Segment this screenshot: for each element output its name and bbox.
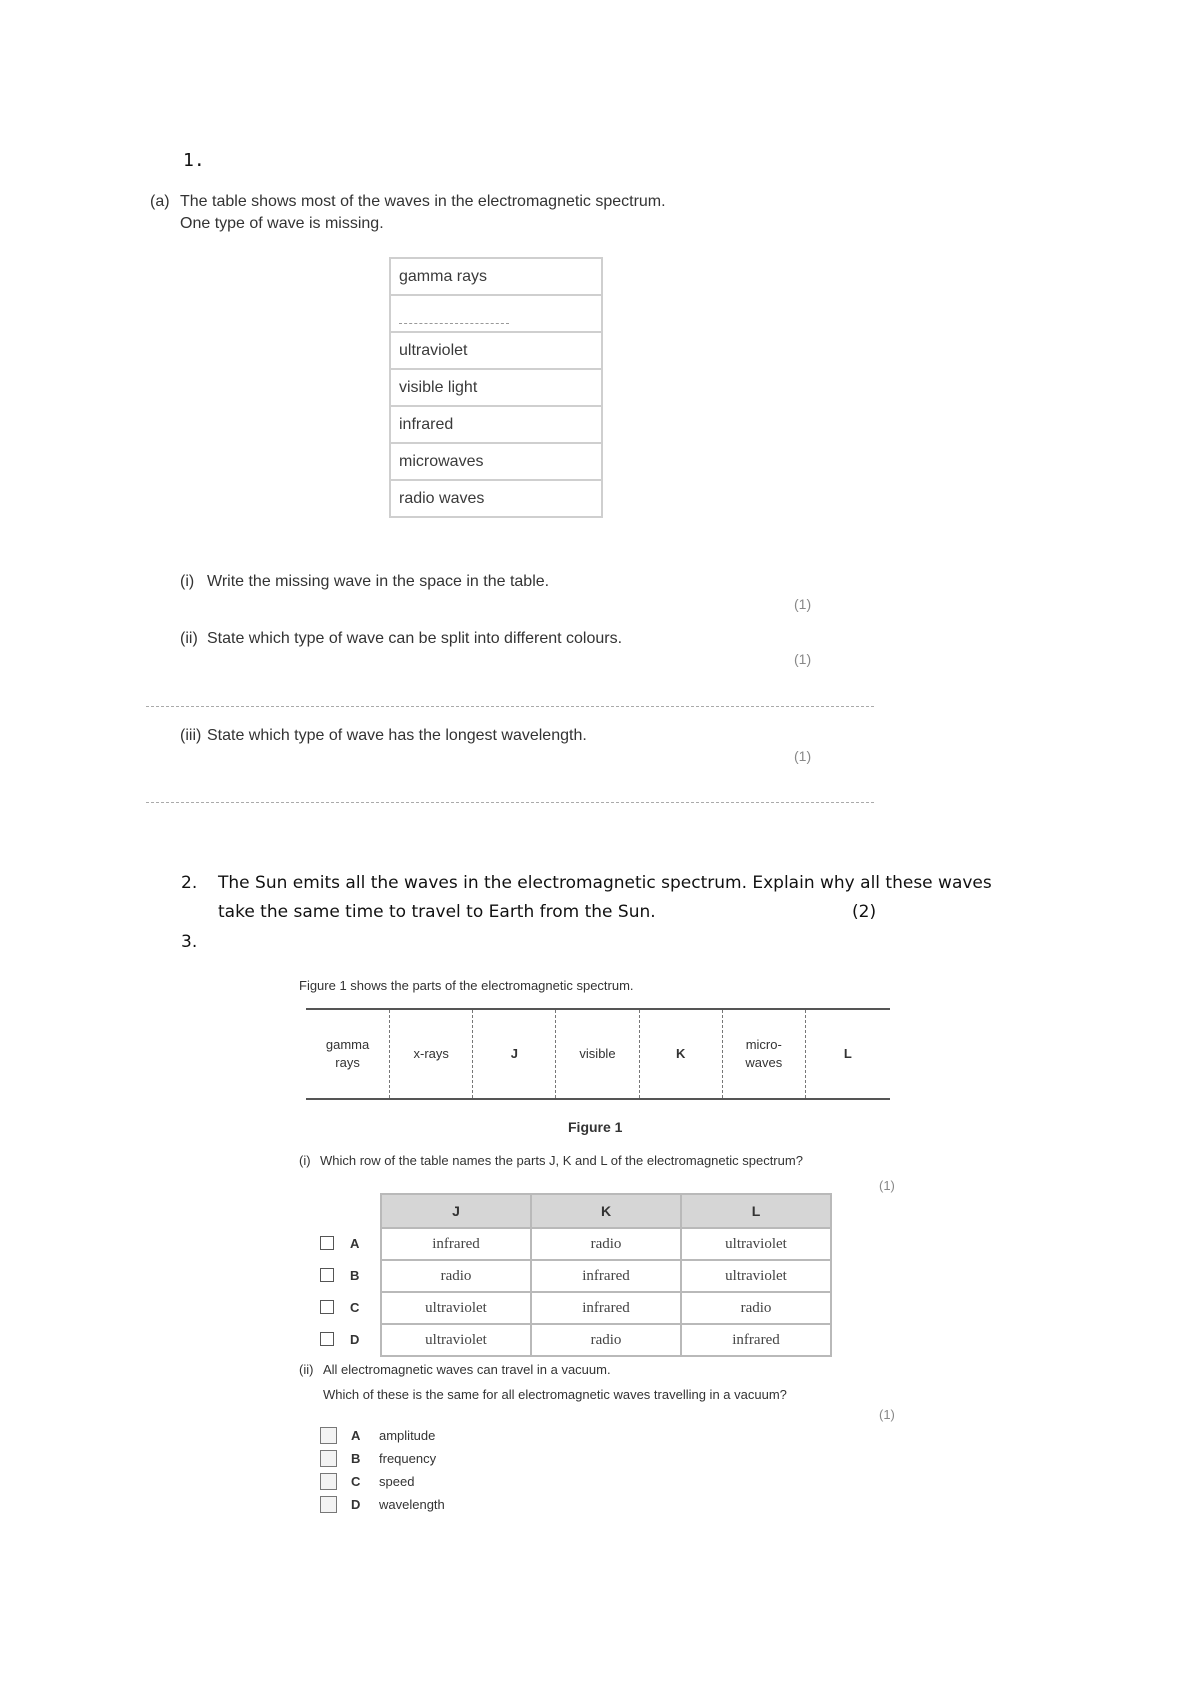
spectrum-cell-l: L [805,1010,890,1098]
spectrum-cell-visible: visible [555,1010,638,1098]
option-text: speed [379,1474,415,1489]
checkbox-icon[interactable] [320,1473,337,1490]
q3-sub-ii-line-2: Which of these is the same for all electromagnetic waves travelling in a vacuum? [323,1387,787,1402]
option-letter: B [350,1267,360,1283]
table-cell-visible-light: visible light [390,369,602,406]
option-d-wavelength[interactable] [320,1493,445,1516]
checkbox-icon[interactable] [320,1427,337,1444]
q1-sub-ii-marks: (1) [794,651,812,667]
q2-marks: (2) [852,902,877,922]
table-cell: ultraviolet [381,1324,531,1356]
header-l: L [681,1194,831,1228]
option-row-b[interactable] [320,1259,370,1291]
q1-sub-ii-label: (ii) [180,630,198,647]
table-row [381,1292,831,1324]
figure-intro: Figure 1 shows the parts of the electromagnetic spectrum. [299,978,634,993]
vacuum-options-list [320,1424,445,1516]
question-2-number: 2. [181,873,198,893]
table-cell-infrared: infrared [390,406,602,443]
checkbox-icon[interactable] [320,1450,337,1467]
option-a-amplitude[interactable] [320,1424,445,1447]
table-cell: radio [681,1292,831,1324]
q1-sub-i-label: (i) [180,573,195,590]
question-3-number: 3. [181,932,198,952]
q1-intro-line-1: The table shows most of the waves in the electromagnetic spectrum. [180,193,666,210]
checkbox-icon[interactable] [320,1268,334,1282]
figure-caption: Figure 1 [568,1119,623,1135]
question-1-number: 1. [183,150,205,171]
option-letter: C [351,1474,361,1489]
table-cell-microwaves: microwaves [390,443,602,480]
q1-sub-i-marks: (1) [794,596,812,612]
option-text: frequency [379,1451,437,1466]
em-spectrum-table [389,257,603,518]
q1-sub-iii-label: (iii) [180,727,202,744]
option-text: wavelength [379,1497,445,1512]
option-letter: D [350,1331,360,1347]
q1-sub-iii-text: State which type of wave has the longest wavelength. [207,727,587,744]
table-cell-missing-wave[interactable] [390,295,602,332]
spectrum-cell-x-rays: x-rays [389,1010,472,1098]
header-j: J [381,1194,531,1228]
option-c-speed[interactable] [320,1470,445,1493]
spectrum-cell-microwaves: micro- waves [722,1010,805,1098]
q3-sub-ii-marks: (1) [879,1407,895,1422]
table-cell-radio-waves: radio waves [390,480,602,517]
table-cell: infrared [531,1292,681,1324]
table-cell: ultraviolet [681,1228,831,1260]
q1-intro-line-2: One type of wave is missing. [180,215,384,232]
table-cell: radio [531,1324,681,1356]
option-letter: D [351,1497,361,1512]
answer-line-ii[interactable] [146,706,874,707]
jkl-options-table [380,1193,832,1357]
checkbox-icon[interactable] [320,1300,334,1314]
table-cell-gamma-rays: gamma rays [390,258,602,295]
table-cell: ultraviolet [381,1292,531,1324]
q3-sub-i-text: Which row of the table names the parts J, K and L of the electromagnetic spectrum? [320,1153,803,1168]
table-option-selectors [320,1227,370,1355]
table-cell: infrared [381,1228,531,1260]
option-b-frequency[interactable] [320,1447,445,1470]
header-k: K [531,1194,681,1228]
checkbox-icon[interactable] [320,1236,334,1250]
q3-sub-i-label: (i) [299,1153,311,1168]
q1-sub-i-text: Write the missing wave in the space in the table. [207,573,550,590]
q2-line-2: take the same time to travel to Earth from the Sun. [218,902,656,922]
q1-sub-iii-marks: (1) [794,748,812,764]
q2-line-1: The Sun emits all the waves in the electromagnetic spectrum. Explain why all these waves [218,873,992,893]
option-text: amplitude [379,1428,436,1443]
table-row [381,1228,831,1260]
table-cell: ultraviolet [681,1260,831,1292]
option-row-c[interactable] [320,1291,370,1323]
answer-line-iii[interactable] [146,802,874,803]
q1-part-a-label: (a) [150,193,170,210]
option-letter: A [351,1428,361,1443]
q3-sub-ii-label: (ii) [299,1362,314,1377]
table-cell: radio [381,1260,531,1292]
checkbox-icon[interactable] [320,1496,337,1513]
option-row-a[interactable] [320,1227,370,1259]
q3-sub-ii-line-1: All electromagnetic waves can travel in a vacuum. [323,1362,611,1377]
spectrum-cell-k: K [639,1010,722,1098]
spectrum-cell-j: J [472,1010,555,1098]
answer-blank-line [399,323,509,324]
table-cell: infrared [531,1260,681,1292]
spectrum-figure [306,1008,890,1100]
option-letter: B [351,1451,361,1466]
table-row [381,1324,831,1356]
table-cell: infrared [681,1324,831,1356]
table-cell-ultraviolet: ultraviolet [390,332,602,369]
table-cell: radio [531,1228,681,1260]
q3-sub-i-marks: (1) [879,1178,895,1193]
option-row-d[interactable] [320,1323,370,1355]
checkbox-icon[interactable] [320,1332,334,1346]
q1-sub-ii-text: State which type of wave can be split into different colours. [207,630,623,647]
table-row [381,1260,831,1292]
option-letter: A [350,1235,360,1251]
spectrum-cell-gamma-rays: gamma rays [325,1037,370,1070]
option-letter: C [350,1299,360,1315]
